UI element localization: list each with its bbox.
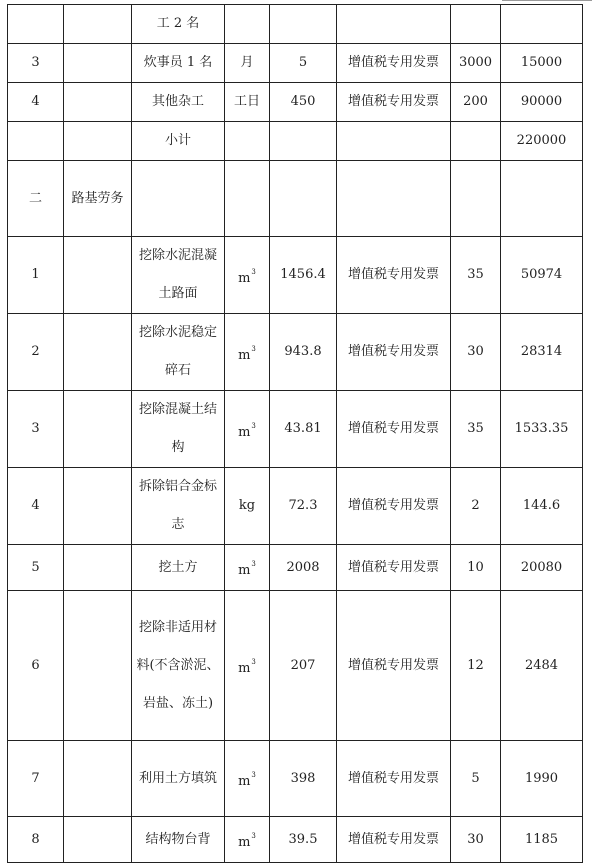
cell-price	[451, 5, 501, 44]
cell-price: 3000	[451, 44, 501, 83]
cell-invoice: 增值税专用发票	[337, 468, 451, 545]
unit-superscript: 3	[251, 421, 256, 430]
cell-name: 炊事员 1 名	[132, 44, 225, 83]
cell-price: 35	[451, 237, 501, 314]
subtotal-amount: 220000	[501, 122, 583, 161]
cell-quantity: 398	[270, 741, 337, 817]
cell-category	[64, 591, 132, 741]
cell-quantity: 43.81	[270, 391, 337, 468]
cell-name	[132, 741, 225, 817]
cell-amount: 20080	[501, 545, 583, 591]
cell-no	[8, 122, 64, 161]
cell-invoice: 增值税专用发票	[337, 817, 451, 863]
cell-name: 其他杂工	[132, 83, 225, 122]
cell-unit	[225, 161, 270, 237]
cell-invoice	[337, 161, 451, 237]
cell-unit	[225, 591, 270, 741]
cell-amount: 15000	[501, 44, 583, 83]
cell-price: 2	[451, 468, 501, 545]
cell-no: 5	[8, 545, 64, 591]
cell-price	[451, 122, 501, 161]
cell-category	[64, 122, 132, 161]
table-row	[8, 591, 583, 741]
cell-no: 8	[8, 817, 64, 863]
cell-invoice: 增值税专用发票	[337, 741, 451, 817]
cell-no: 7	[8, 741, 64, 817]
subtotal-label: 小计	[132, 122, 225, 161]
unit-superscript: 3	[251, 832, 256, 840]
cell-category	[64, 83, 132, 122]
table-row	[8, 391, 583, 468]
table-row	[8, 817, 583, 863]
cell-category	[64, 44, 132, 83]
table-row	[8, 5, 583, 44]
table-row	[8, 545, 583, 591]
cell-unit	[225, 314, 270, 391]
cell-name	[132, 314, 225, 391]
table-row	[8, 314, 583, 391]
cell-no: 4	[8, 83, 64, 122]
cell-invoice: 增值税专用发票	[337, 545, 451, 591]
cell-price	[451, 161, 501, 237]
cell-no: 3	[8, 44, 64, 83]
cell-quantity: 1456.4	[270, 237, 337, 314]
unit-text: m	[238, 774, 251, 789]
cell-price: 5	[451, 741, 501, 817]
cell-quantity	[270, 5, 337, 44]
section-category-text: 路基劳务	[71, 190, 124, 206]
cell-name: 结构物台背	[132, 817, 225, 863]
unit-superscript: 3	[251, 267, 256, 276]
cell-invoice: 增值税专用发票	[337, 44, 451, 83]
unit-text: m	[238, 563, 251, 578]
cell-unit	[225, 817, 270, 863]
cell-amount: 90000	[501, 83, 583, 122]
cell-category	[64, 545, 132, 591]
cell-price: 30	[451, 817, 501, 863]
unit-superscript: 3	[251, 771, 256, 779]
cell-invoice	[337, 122, 451, 161]
cell-name-text: 利用土方填筑	[138, 770, 217, 786]
cell-name-text: 挖除非适用材料(不含淤泥、岩盐、冻土)	[136, 619, 220, 711]
cell-unit: 工日	[225, 83, 270, 122]
cell-name	[132, 161, 225, 237]
cell-unit	[225, 545, 270, 591]
unit-text: m	[238, 270, 251, 286]
cell-name-text: 拆除铝合金标志	[138, 479, 217, 532]
cell-no: 2	[8, 314, 64, 391]
table-row	[8, 44, 583, 83]
cell-invoice: 增值税专用发票	[337, 83, 451, 122]
cell-quantity: 450	[270, 83, 337, 122]
cell-category	[64, 817, 132, 863]
unit-text: m	[238, 835, 251, 850]
cell-invoice: 增值税专用发票	[337, 237, 451, 314]
cell-name	[132, 468, 225, 545]
section-header-row	[8, 161, 583, 237]
cell-no: 4	[8, 468, 64, 545]
cell-quantity: 943.8	[270, 314, 337, 391]
cell-price: 35	[451, 391, 501, 468]
section-category	[64, 161, 132, 237]
cell-category	[64, 468, 132, 545]
cell-price: 200	[451, 83, 501, 122]
cost-table	[7, 4, 583, 863]
unit-text: m	[238, 661, 251, 676]
cell-amount	[501, 5, 583, 44]
cell-category	[64, 237, 132, 314]
cell-no	[8, 5, 64, 44]
cell-category	[64, 5, 132, 44]
cell-invoice: 增值税专用发票	[337, 314, 451, 391]
cell-amount: 144.6	[501, 468, 583, 545]
unit-superscript: 3	[251, 658, 256, 666]
cell-category	[64, 391, 132, 468]
cell-no: 6	[8, 591, 64, 741]
cell-unit	[225, 5, 270, 44]
unit-superscript: 3	[251, 344, 256, 353]
cell-quantity: 207	[270, 591, 337, 741]
cell-quantity	[270, 161, 337, 237]
cell-no: 3	[8, 391, 64, 468]
cell-name	[132, 237, 225, 314]
cell-unit: 月	[225, 44, 270, 83]
cell-name	[132, 391, 225, 468]
cell-amount: 1990	[501, 741, 583, 817]
cell-amount: 2484	[501, 591, 583, 741]
cell-name-text: 挖除水泥混凝土路面	[138, 248, 217, 301]
cell-amount: 1533.35	[501, 391, 583, 468]
cell-price: 30	[451, 314, 501, 391]
cell-name: 挖土方	[132, 545, 225, 591]
cell-quantity: 2008	[270, 545, 337, 591]
cell-no: 1	[8, 237, 64, 314]
cell-quantity: 39.5	[270, 817, 337, 863]
cell-invoice: 增值税专用发票	[337, 591, 451, 741]
cell-unit	[225, 741, 270, 817]
cell-unit	[225, 122, 270, 161]
cell-amount	[501, 161, 583, 237]
cell-invoice: 增值税专用发票	[337, 391, 451, 468]
cell-name-text: 挖除水泥稳定碎石	[138, 325, 217, 378]
cell-unit	[225, 237, 270, 314]
table-row	[8, 83, 583, 122]
subtotal-row	[8, 122, 583, 161]
cell-amount: 50974	[501, 237, 583, 314]
unit-superscript: 3	[251, 560, 256, 568]
cell-amount: 28314	[501, 314, 583, 391]
unit-text: m	[238, 424, 251, 440]
cell-category	[64, 314, 132, 391]
section-number: 二	[8, 161, 64, 237]
cell-price: 12	[451, 591, 501, 741]
unit-text: m	[238, 347, 251, 363]
cell-quantity: 72.3	[270, 468, 337, 545]
table-row	[8, 741, 583, 817]
cell-category	[64, 741, 132, 817]
cell-name-text: 挖除混凝土结构	[138, 402, 217, 455]
cell-quantity: 5	[270, 44, 337, 83]
cell-name	[132, 591, 225, 741]
cell-unit	[225, 391, 270, 468]
cell-name: 工 2 名	[132, 5, 225, 44]
cell-amount: 1185	[501, 817, 583, 863]
cell-invoice	[337, 5, 451, 44]
table-row	[8, 237, 583, 314]
cell-price: 10	[451, 545, 501, 591]
table-row	[8, 468, 583, 545]
cell-unit: kg	[225, 468, 270, 545]
cell-quantity	[270, 122, 337, 161]
